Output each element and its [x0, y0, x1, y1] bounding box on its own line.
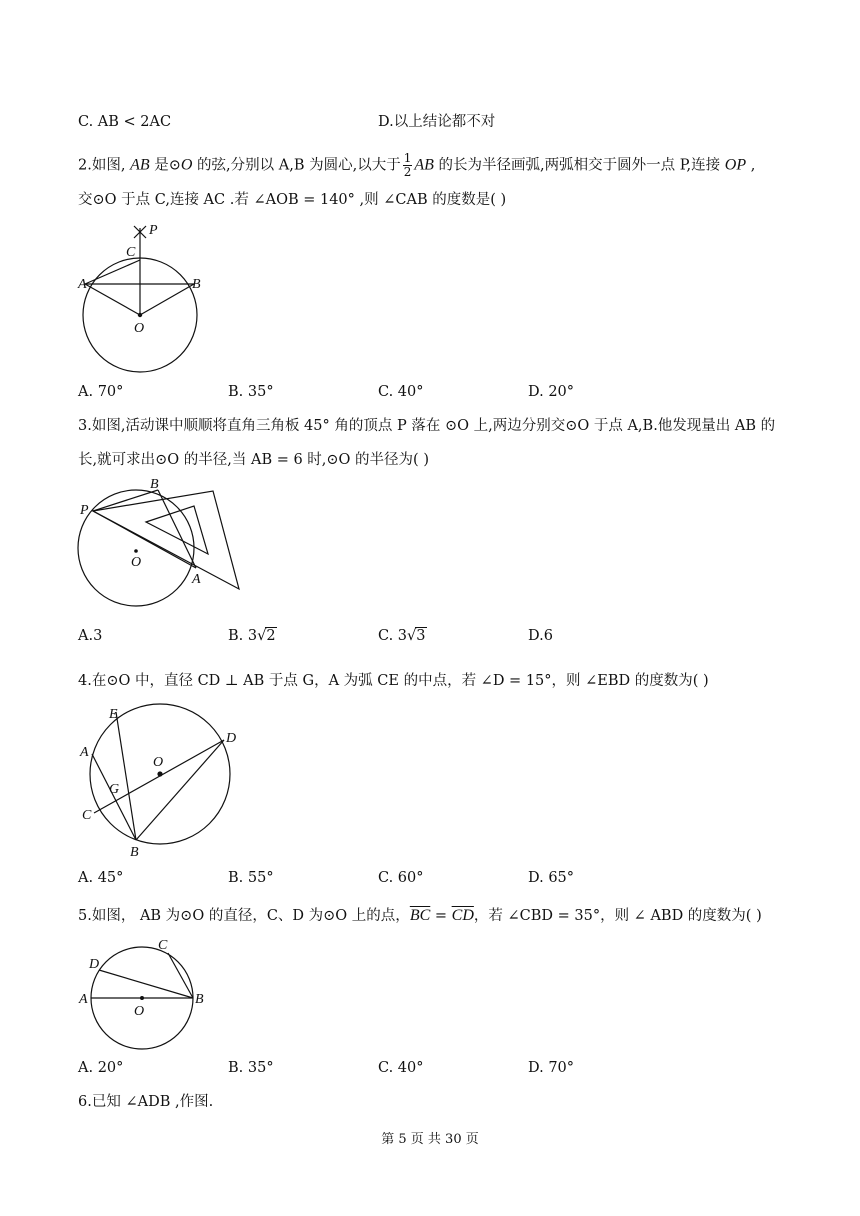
q2-label-c: C: [126, 245, 136, 260]
q4-label-e: E: [109, 707, 118, 722]
q4-label-a: A: [80, 745, 89, 760]
q3-option-b: B. 3√2: [228, 628, 276, 644]
q1-option-c: C. AB < 2AC: [78, 114, 172, 130]
q5-option-b: B. 35°: [228, 1060, 274, 1076]
q2-option-c: C. 40°: [378, 384, 424, 400]
q2-option-a: A. 70°: [78, 384, 124, 400]
q2-option-b: B. 35°: [228, 384, 274, 400]
q2-figure: [76, 220, 206, 375]
q3-figure: [76, 474, 256, 599]
q5-label-b: B: [195, 992, 204, 1007]
q2-label-b: B: [192, 277, 201, 292]
q3-label-a: A: [192, 572, 201, 587]
q2-stem-line1: 2.如图, AB 是⊙O 的弦,分别以 A,B 为圆心,以大于 $\frac{1}{2}$ AB 的长为半径画弧,两弧相交于圆外一点 P,连接 OP ,: [78, 151, 756, 179]
q4-stem-line1: 4.在⊙O 中，直径 CD ⊥ AB 于点 G，A 为弧 CE 的中点，若 ∠D = 15°，则 ∠EBD 的度数为( ): [78, 673, 709, 689]
q2-fraction: $\frac{1}{2}$: [403, 151, 412, 179]
q5-label-d: D: [89, 957, 100, 972]
q5-label-c: C: [158, 938, 168, 953]
q5-option-c: C. 40°: [378, 1060, 424, 1076]
q5-label-a: A: [79, 992, 88, 1007]
q5-figure: [76, 934, 216, 1054]
page-footer: 第 5 页 共 30 页: [381, 1132, 479, 1147]
q4-label-d: D: [226, 731, 237, 746]
q2-stem-line2: 交⊙O 于点 C,连接 AC .若 ∠AOB = 140° ,则 ∠CAB 的度数是( ): [78, 192, 507, 208]
q4-option-a: A. 45°: [78, 870, 124, 886]
q4-label-o: O: [153, 755, 164, 770]
q4-label-g: G: [109, 782, 120, 797]
q4-figure: [76, 700, 251, 860]
q3-option-c: C. 3√3: [378, 628, 426, 644]
q3-stem-line1: 3.如图,活动课中顺顺将直角三角板 45° 角的顶点 P 落在 ⊙O 上,两边分别交⊙O 于点 A,B.他发现量出 AB 的: [78, 418, 776, 434]
q2-option-d: D. 20°: [528, 384, 575, 400]
q4-label-b: B: [130, 845, 139, 860]
q3-stem-line2: 长,就可求出⊙O 的半径,当 AB = 6 时,⊙O 的半径为( ): [78, 452, 429, 468]
q3-option-d: D.6: [528, 628, 553, 644]
q2-label-o: O: [134, 321, 145, 336]
q6-stem-line1: 6.已知 ∠ADB ,作图.: [78, 1094, 214, 1110]
q3-label-b: B: [150, 477, 159, 492]
q3-label-p: P: [80, 503, 89, 518]
q3-label-o: O: [131, 555, 142, 570]
q4-label-c: C: [82, 808, 92, 823]
q5-option-d: D. 70°: [528, 1060, 575, 1076]
q2-label-a: A: [78, 277, 87, 292]
q3-option-a: A.3: [78, 628, 103, 644]
q5-label-o: O: [134, 1004, 145, 1019]
q1-option-d: D.以上结论都不对: [378, 114, 496, 130]
q4-option-d: D. 65°: [528, 870, 575, 886]
q5-option-a: A. 20°: [78, 1060, 124, 1076]
q2-label-p: P: [149, 223, 158, 238]
q5-stem-line1: 5.如图， AB 为⊙O 的直径，C、D 为⊙O 上的点，$\overline{BC} = \overline{CD}$，若 ∠CBD = 35°，则 ∠ ABD 的度数为( ): [78, 907, 762, 924]
q4-option-b: B. 55°: [228, 870, 274, 886]
q4-option-c: C. 60°: [378, 870, 424, 886]
